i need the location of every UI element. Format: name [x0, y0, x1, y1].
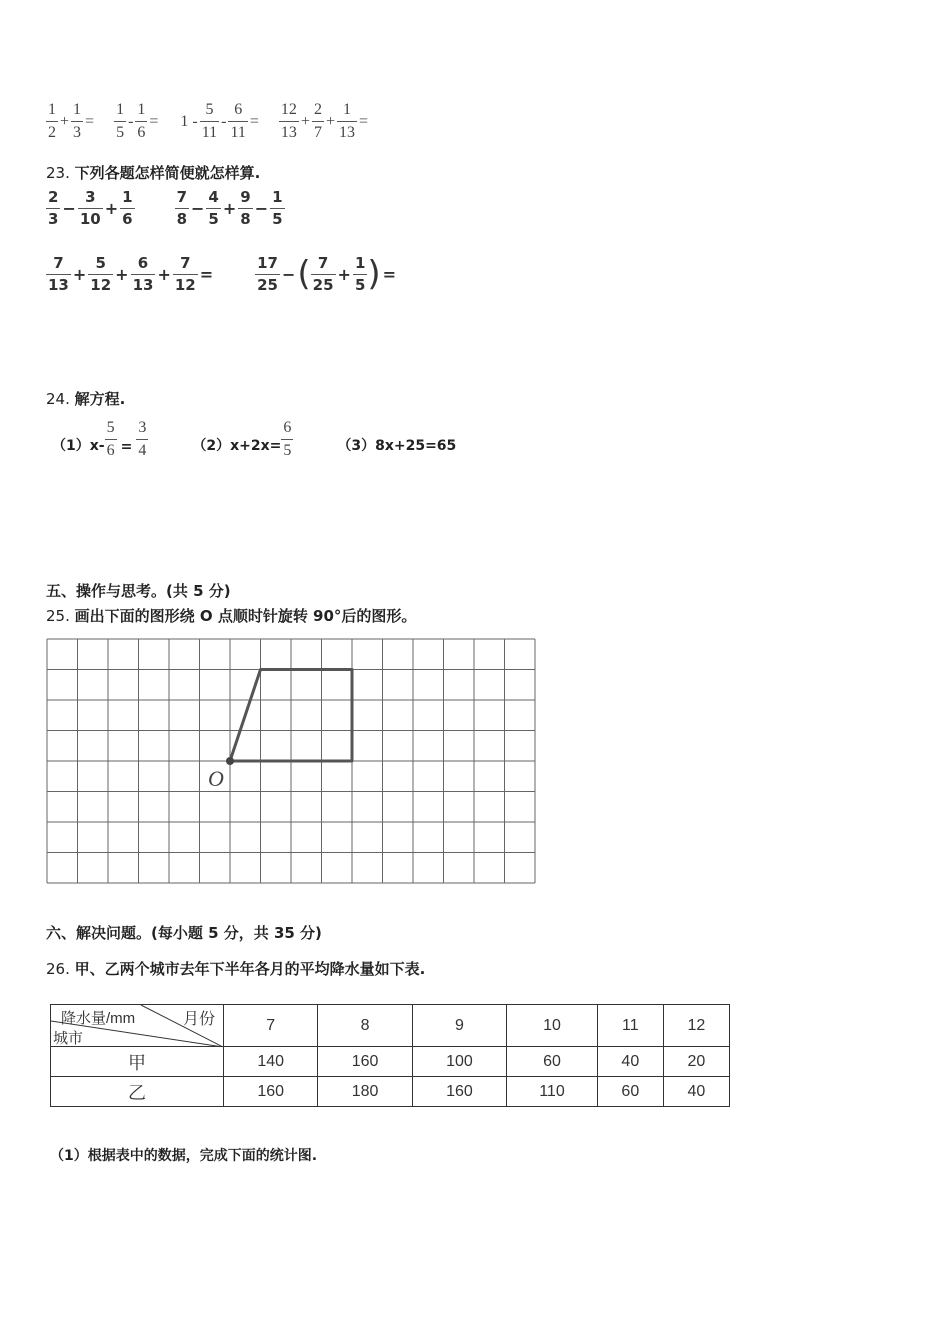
q24-prompt: 解方程.	[74, 390, 126, 408]
q23-row-2	[46, 254, 398, 294]
q26-sub1: （1）根据表中的数据，完成下面的统计图.	[50, 1148, 318, 1164]
value-cell: 20	[663, 1047, 729, 1077]
month-cell: 12	[663, 1005, 729, 1047]
q26-number: 26.	[46, 960, 70, 978]
q23-row-1	[46, 190, 285, 227]
value-cell: 140	[224, 1047, 318, 1077]
q22-expr-1: $\frac{1}{2}$ + $\frac{1}{3}$ =	[48, 101, 95, 141]
value-cell: 160	[318, 1047, 412, 1077]
city-cell: 甲	[51, 1047, 224, 1077]
rotation-grid	[46, 638, 538, 888]
value-cell: 160	[224, 1077, 318, 1107]
table-row	[51, 1047, 730, 1077]
q22-expr-2: $\frac{1}{5}$ - $\frac{1}{6}$ =	[116, 101, 159, 141]
value-cell: 60	[507, 1047, 598, 1077]
value-cell: 110	[507, 1077, 598, 1107]
diagonal-header-cell	[51, 1005, 224, 1047]
value-cell: 160	[412, 1077, 506, 1107]
header-month-label: 月份	[182, 1011, 215, 1028]
q23-expr-4: $\frac{17}{25}$ − ( $\frac{7}{25}$ + $\frac{1}{5}$ ) =	[257, 253, 397, 294]
q22-fraction-row	[46, 102, 370, 141]
month-cell: 11	[597, 1005, 663, 1047]
q24-number: 24.	[46, 390, 70, 408]
q23-heading	[46, 162, 260, 183]
value-cell: 100	[412, 1047, 506, 1077]
table-row	[51, 1077, 730, 1107]
section6-title: 六、解决问题。(每小题 5 分，共 35 分)	[46, 924, 322, 942]
q25-prompt: 画出下面的图形绕 O 点顺时针旋转 90°后的图形。	[74, 607, 417, 625]
right-paren: )	[367, 254, 381, 294]
q26-prompt: 甲、乙两个城市去年下半年各月的平均降水量如下表.	[74, 960, 426, 978]
q24-eq-1: （1）x- $\frac{5}{6}$ = $\frac{3}{4}$	[52, 419, 147, 459]
month-cell: 8	[318, 1005, 412, 1047]
q23-prompt: 下列各题怎样简便就怎样算.	[74, 164, 261, 182]
q24-eq-2: （2）x+2x= $\frac{6}{5}$	[192, 419, 292, 459]
q23-number: 23.	[46, 164, 70, 182]
rotation-point-o	[226, 757, 234, 765]
q25-heading	[46, 605, 416, 626]
header-city-label: 城市	[53, 1030, 84, 1047]
month-cell: 7	[224, 1005, 318, 1047]
value-cell: 40	[597, 1047, 663, 1077]
q23-expr-1: $\frac{2}{3}$ − $\frac{3}{10}$ + $\frac{1}{6}$	[48, 188, 133, 228]
q22-expr-3: 1 - $\frac{5}{11}$ - $\frac{6}{11}$ =	[180, 101, 259, 141]
q24-equations	[52, 420, 456, 459]
value-cell: 60	[597, 1077, 663, 1107]
table-header-row	[51, 1005, 730, 1047]
month-cell: 9	[412, 1005, 506, 1047]
q23-expr-2: $\frac{7}{8}$ − $\frac{4}{5}$ + $\frac{9}{8}$ − $\frac{1}{5}$	[176, 188, 283, 228]
value-cell: 40	[663, 1077, 729, 1107]
point-o-label: O	[208, 766, 224, 791]
rainfall-table	[50, 1004, 730, 1107]
header-rainfall-label: 降水量/mm	[61, 1010, 136, 1027]
section5-title: 五、操作与思考。(共 5 分)	[46, 582, 231, 600]
q24-heading	[46, 388, 125, 409]
left-paren: (	[297, 254, 311, 294]
q26-heading	[46, 958, 425, 979]
value-cell: 180	[318, 1077, 412, 1107]
q25-number: 25.	[46, 607, 70, 625]
q22-expr-4: $\frac{12}{13}$ + $\frac{2}{7}$ + $\frac{1}{13}$ =	[280, 101, 369, 141]
city-cell: 乙	[51, 1077, 224, 1107]
month-cell: 10	[507, 1005, 598, 1047]
q23-expr-3: $\frac{7}{13}$ + $\frac{5}{12}$ + $\frac{6}{13}$ + $\frac{7}{12}$ =	[48, 253, 214, 294]
q24-eq-3: （3）8x+25=65	[337, 438, 457, 454]
